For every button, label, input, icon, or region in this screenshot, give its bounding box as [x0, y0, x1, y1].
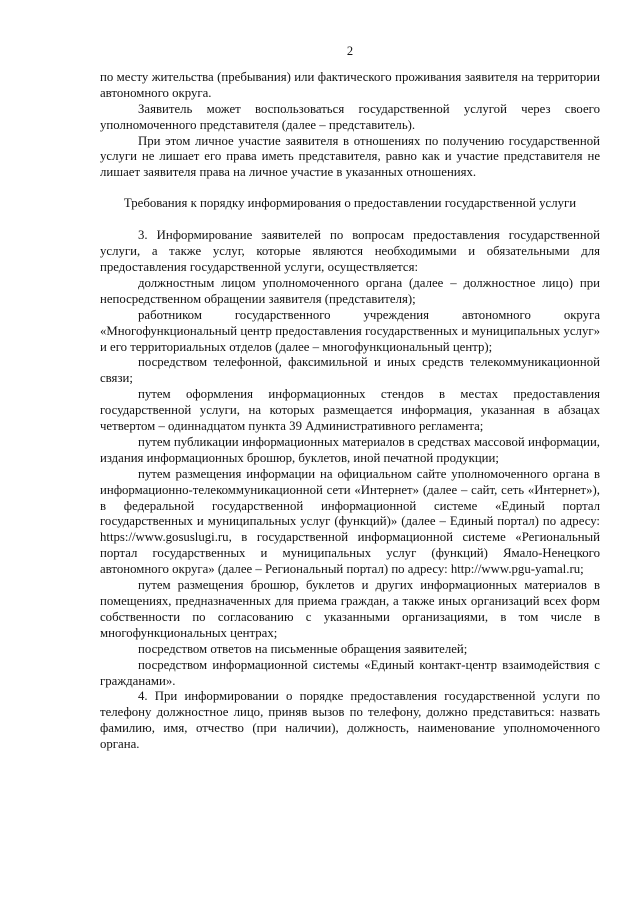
paragraph: должностным лицом уполномоченного органа (далее – должностное лицо) при непосредственном обращении заявителя (представителя); — [100, 275, 600, 306]
paragraph: работником государственного учреждения автономного округа «Многофункциональный центр предоставления государственных и муниципальных услуг» и его территориальных отделов (далее – многофункциональный центр); — [100, 307, 600, 354]
page-number: 2 — [346, 44, 354, 58]
paragraph: путем размещения брошюр, буклетов и других информационных материалов в помещениях, предназначенных для приема граждан, а также иных организаций всех форм собственности по согласованию с указанными организациями, в том числе в многофункциональных центрах; — [100, 578, 600, 640]
section-heading: Требования к порядку информирования о предоставлении государственной услуги — [123, 196, 577, 211]
paragraph: путем размещения информации на официальном сайте уполномоченного органа в информационно-телекоммуникационной сети «Интернет» (далее – сайт, сеть «Интернет»), в федеральной государственной информационной системе «Единый портал государственных и муниципальных услуг (функций)» (далее – Единый портал) по адресу: https://www.gosuslugi.ru, в государственной информационной системе «Региональный портал государственных и муниципальных услуг (функций) Ямало-Ненецкого автономного округа» (далее – Региональный портал) по адресу: http://www.pgu-yamal.ru; — [100, 466, 600, 577]
paragraph: по месту жительства (пребывания) или фактического проживания заявителя на территории автономного округа. — [100, 69, 600, 100]
paragraph: посредством информационной системы «Единый контакт-центр взаимодействия с гражданами». — [100, 657, 600, 688]
paragraph: Заявитель может воспользоваться государственной услугой через своего уполномоченного представителя (далее – представитель). — [100, 101, 600, 132]
paragraph: посредством ответов на письменные обращения заявителей; — [138, 641, 468, 656]
paragraph: путем оформления информационных стендов в местах предоставления государственной услуги, на которых размещается информация, указанная в абзацах четвертом – одиннадцатом пункта 39 Административного регламента; — [100, 387, 600, 434]
paragraph: путем публикации информационных материалов в средствах массовой информации, издания информационных брошюр, буклетов, иной печатной продукции; — [100, 434, 600, 465]
paragraph: При этом личное участие заявителя в отношениях по получению государственной услуги не лишает его права иметь представителя, равно как и участие представителя не лишает заявителя права на личное участие в указанных отношениях. — [100, 133, 600, 180]
paragraph: посредством телефонной, факсимильной и иных средств телекоммуникационной связи; — [100, 355, 600, 386]
paragraph: 3. Информирование заявителей по вопросам предоставления государственной услуги, а также услуг, которые являются необходимыми и обязательными для предоставления государственной услуги, осуществляется: — [100, 228, 600, 274]
paragraph: 4. При информировании о порядке предоставления государственной услуги по телефону должностное лицо, приняв вызов по телефону, должно представиться: назвать фамилию, имя, отчество (при наличии), должность, наименование уполномоченного органа. — [100, 689, 600, 752]
